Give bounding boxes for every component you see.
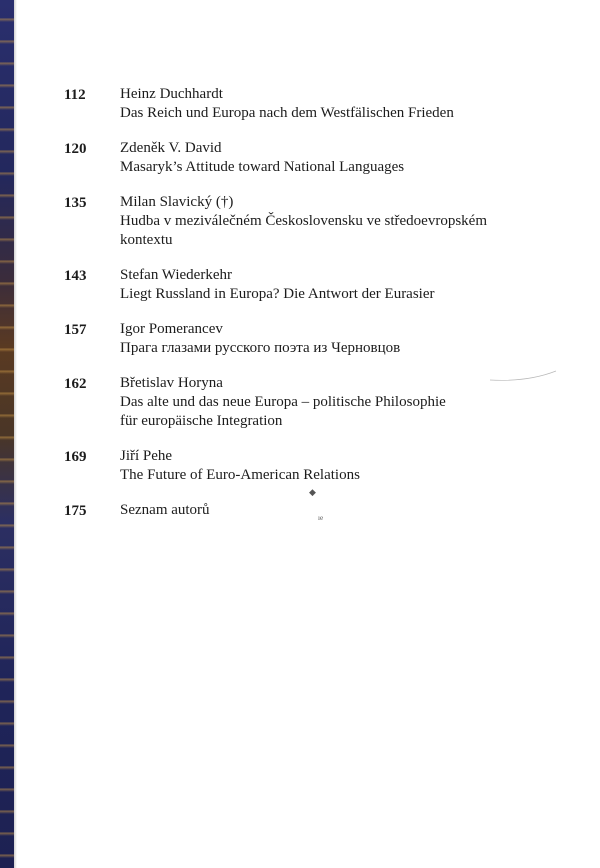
toc-entry-text: [120, 266, 564, 304]
toc-title: Das Reich und Europa nach dem Westfälischen Frieden: [120, 105, 454, 121]
toc-page-number: 120: [64, 141, 87, 157]
toc-entry: [64, 139, 564, 177]
toc-author: Břetislav Horyna: [120, 375, 223, 391]
ink-speck: ıe: [318, 514, 324, 522]
toc-entry-text: [120, 85, 564, 123]
toc-page-number: 169: [64, 449, 87, 465]
toc-page-number: 143: [64, 268, 87, 284]
toc-entry-text: [120, 320, 564, 358]
toc-author: Milan Slavický (†): [120, 194, 234, 210]
book-spine-edge: [0, 0, 14, 868]
toc-entry: [64, 320, 564, 358]
ink-speck: ◆: [309, 487, 316, 497]
toc-title: Liegt Russland in Europa? Die Antwort der Eurasier: [120, 286, 435, 302]
toc-entry-text: [120, 139, 564, 177]
toc-author: Heinz Duchhardt: [120, 86, 223, 102]
toc-page-number: 175: [64, 503, 87, 519]
toc-author: Zdeněk V. David: [120, 140, 222, 156]
toc-entry: [64, 85, 564, 123]
toc-page-number: 162: [64, 376, 87, 392]
toc-entry-text: [120, 374, 564, 431]
toc-title: Masaryk’s Attitude toward National Languages: [120, 159, 405, 175]
spine-shadow: [14, 0, 17, 868]
toc-entry-text: [120, 193, 564, 250]
toc-entry: [64, 193, 564, 250]
toc-title: Das alte und das neue Europa – politische Philosophie: [120, 394, 446, 410]
toc-page-number: 157: [64, 322, 87, 338]
toc-title: The Future of Euro-American Relations: [120, 467, 360, 483]
toc-page-number: 135: [64, 195, 87, 211]
toc-author: Jiří Pehe: [120, 448, 173, 464]
toc-title-continued: für europäische Integration: [120, 413, 283, 429]
toc-page-number: 112: [64, 87, 86, 103]
toc-title: Hudba v meziválečném Československu ve středoevropském: [120, 213, 487, 229]
table-of-contents: [64, 85, 564, 521]
toc-author: Igor Pomerancev: [120, 321, 223, 337]
toc-entry: [64, 447, 564, 485]
toc-title: Прага глазами русского поэта из Черновцов: [120, 340, 401, 356]
toc-entry-text: [120, 501, 564, 520]
toc-section-label: Seznam autorů: [120, 502, 210, 518]
toc-entry-text: [120, 447, 564, 485]
toc-entry: [64, 501, 564, 521]
toc-author: Stefan Wiederkehr: [120, 267, 232, 283]
toc-entry: [64, 374, 564, 431]
toc-entry: [64, 266, 564, 304]
toc-title-continued: kontextu: [120, 232, 173, 248]
